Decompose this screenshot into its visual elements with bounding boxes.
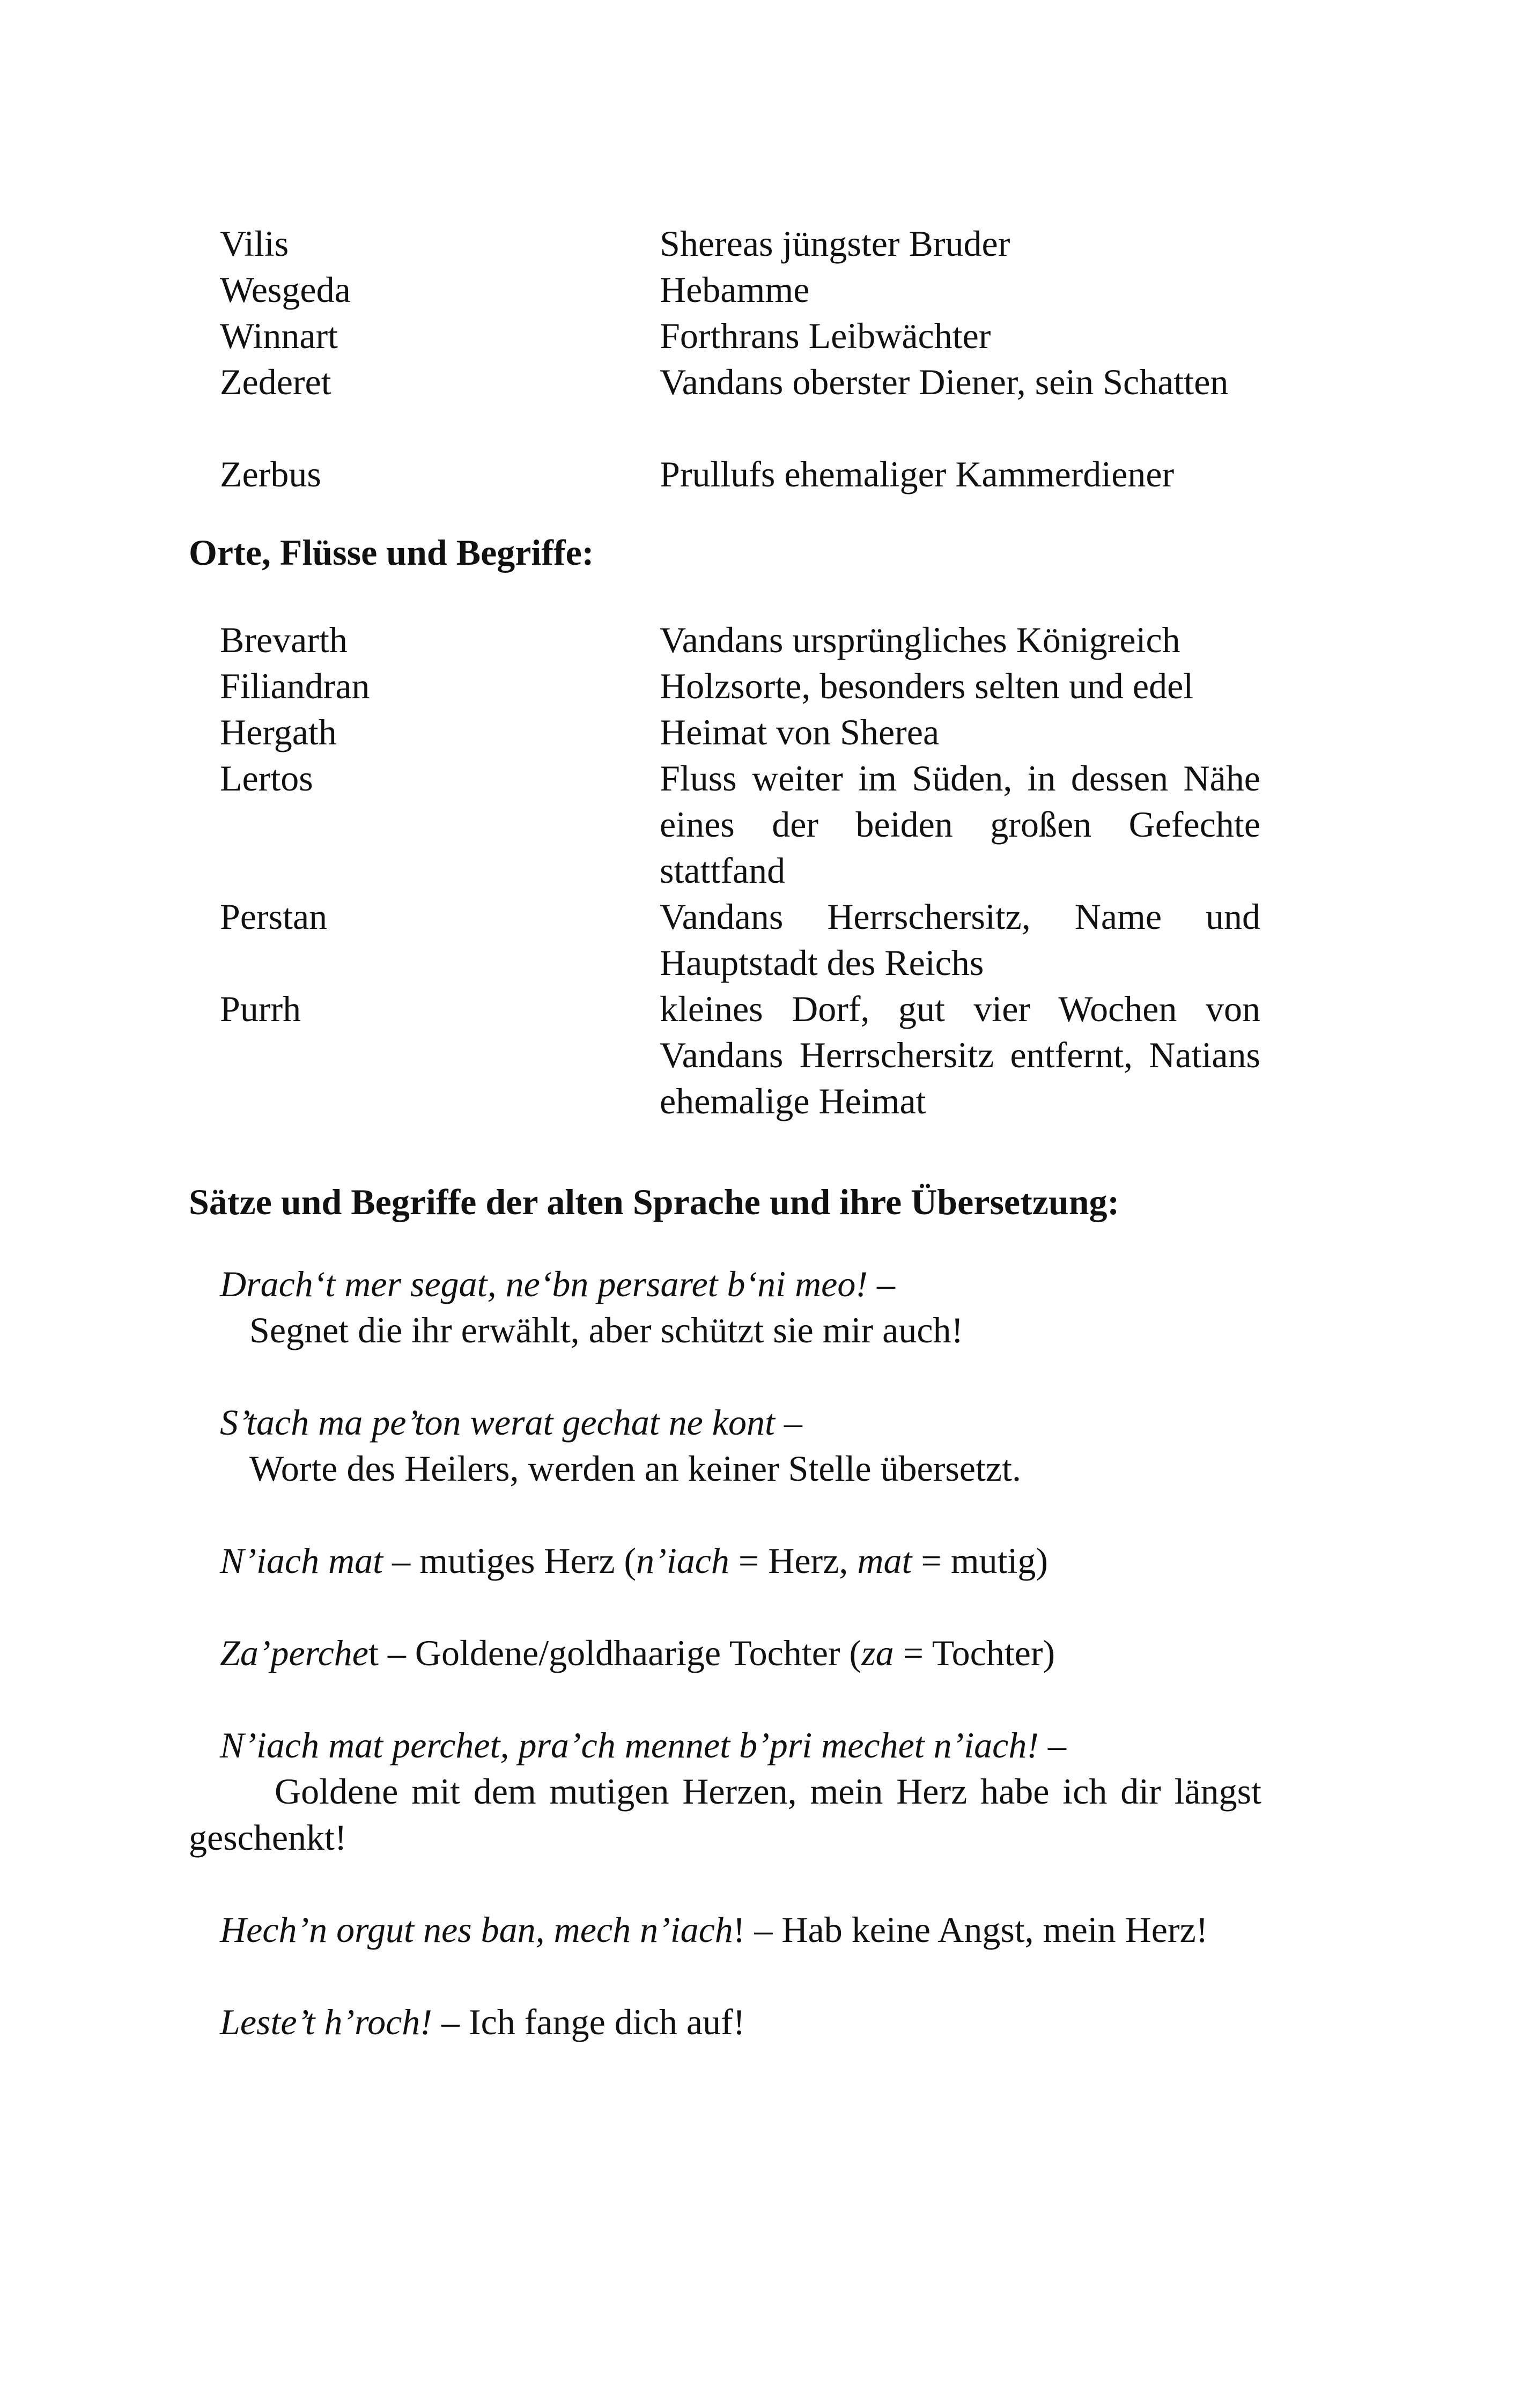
glossary-definition: Holzsorte, besonders selten und edel bbox=[660, 666, 1194, 706]
phrase-original: Drach‘t mer segat, ne‘bn persaret b‘ni meo! – bbox=[220, 1264, 895, 1304]
phrase-entry bbox=[220, 1538, 1048, 1584]
phrase-translation bbox=[189, 1768, 1261, 1860]
phrase-translation: Segnet die ihr erwählt, aber schützt sie mir auch! bbox=[249, 1310, 964, 1350]
section-heading-places: Orte, Flüsse und Begriffe: bbox=[189, 532, 594, 573]
glossary-term: Zerbus bbox=[220, 454, 321, 494]
glossary-definition: Hebamme bbox=[660, 269, 810, 310]
phrase-entry bbox=[220, 1907, 1208, 1953]
phrase-term: Hech’n orgut nes ban, mech n’iach bbox=[220, 1909, 733, 1950]
glossary-term: Purrh bbox=[220, 988, 301, 1029]
phrase-text: = mutig) bbox=[912, 1540, 1049, 1581]
phrase-entry bbox=[220, 1630, 1055, 1676]
glossary-definition: Prullufs ehemaliger Kammerdiener bbox=[660, 454, 1175, 494]
section-heading-language: Sätze und Begriffe der alten Sprache und ihre Übersetzung: bbox=[189, 1181, 1120, 1222]
phrase-text: – mutiges Herz ( bbox=[383, 1540, 637, 1581]
phrase-original: N’iach mat perchet, pra’ch mennet b’pri mechet n’iach! – bbox=[220, 1725, 1067, 1766]
phrase-term: mat bbox=[857, 1540, 912, 1581]
phrase-term: N’iach mat bbox=[220, 1540, 383, 1581]
glossary-definition: Forthrans Leibwächter bbox=[660, 315, 991, 356]
glossary-term: Brevarth bbox=[220, 619, 348, 660]
phrase-text: = Tochter) bbox=[894, 1633, 1055, 1673]
phrase-term: Za’perche bbox=[220, 1633, 368, 1673]
glossary-term: Hergath bbox=[220, 712, 337, 752]
glossary-definition: Fluss weiter im Süden, in dessen Nähe eines der beiden großen Gefechte stattfand bbox=[660, 758, 1260, 891]
glossary-term: Lertos bbox=[220, 758, 313, 799]
glossary-term: Wesgeda bbox=[220, 269, 351, 310]
phrase-term: n’iach bbox=[636, 1540, 729, 1581]
phrase-entry bbox=[220, 1999, 745, 2045]
glossary-definition: Heimat von Sherea bbox=[660, 712, 940, 752]
glossary-definition: Vandans oberster Diener, sein Schatten bbox=[660, 361, 1229, 402]
glossary-term: Zederet bbox=[220, 361, 331, 402]
phrase-text: t – Goldene/goldhaarige Tochter ( bbox=[368, 1633, 862, 1673]
glossary-definition: kleines Dorf, gut vier Wochen von Vandans Herrschersitz entfernt, Natians ehemalige Heimat bbox=[660, 988, 1260, 1121]
glossary-term: Perstan bbox=[220, 896, 328, 937]
phrase-term: za bbox=[861, 1633, 894, 1673]
phrase-translation: Worte des Heilers, werden an keiner Stelle übersetzt. bbox=[249, 1448, 1021, 1489]
phrase-translation-text: Goldene mit dem mutigen Herzen, mein Herz habe ich dir längst geschenkt! bbox=[189, 1771, 1261, 1858]
phrase-term: Leste’t h’roch! bbox=[220, 2001, 432, 2042]
phrase-text: ! – Hab keine Angst, mein Herz! bbox=[733, 1909, 1208, 1950]
phrase-original: S’tach ma pe’ton werat gechat ne kont – bbox=[220, 1402, 802, 1443]
glossary-term: Winnart bbox=[220, 315, 338, 356]
glossary-definition: Vandans ursprüngliches Königreich bbox=[660, 619, 1180, 660]
glossary-definition: Shereas jüngster Bruder bbox=[660, 223, 1010, 264]
glossary-term: Filiandran bbox=[220, 666, 370, 706]
phrase-text: – Ich fange dich auf! bbox=[432, 2001, 745, 2042]
glossary-term: Vilis bbox=[220, 223, 289, 264]
glossary-definition: Vandans Herrschersitz, Name und Hauptstadt des Reichs bbox=[660, 896, 1260, 983]
phrase-text: = Herz, bbox=[729, 1540, 858, 1581]
